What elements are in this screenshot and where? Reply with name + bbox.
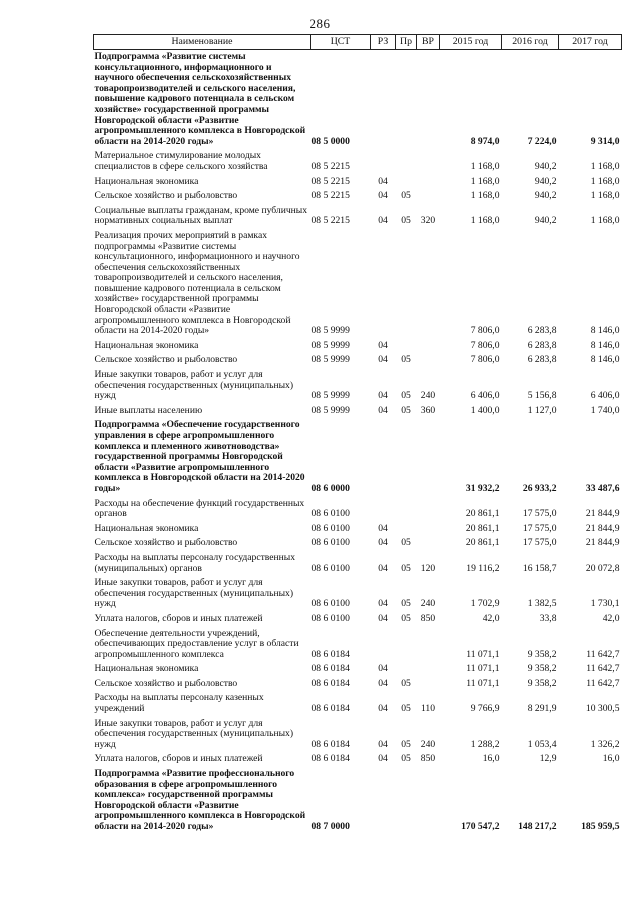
row-pr: 05 [401, 677, 411, 689]
row-2016: 6 283,8 [527, 339, 557, 351]
row-vr [417, 339, 440, 354]
row-2017: 11 642,7 [586, 663, 620, 675]
row-vr [417, 627, 440, 663]
row-vr: 110 [420, 703, 436, 715]
row-vr [417, 536, 440, 551]
row-rz: 04 [378, 738, 388, 750]
row-rz: 04 [378, 663, 388, 675]
row-cst: 08 6 0100 [311, 598, 350, 610]
row-cst: 08 6 0184 [311, 703, 350, 715]
row-pr: 05 [401, 537, 411, 549]
row-rz: 04 [378, 190, 388, 202]
row-vr [417, 175, 440, 190]
row-pr: 05 [401, 190, 411, 202]
row-pr: 05 [401, 390, 411, 402]
table-row [94, 717, 622, 753]
row-2015: 1 168,0 [470, 190, 500, 202]
row-cst: 08 6 0100 [311, 612, 350, 624]
row-2016: 1 127,0 [527, 404, 557, 416]
row-2015: 1 168,0 [470, 215, 500, 227]
row-cst: 08 5 2215 [311, 190, 350, 202]
table-row [94, 149, 622, 174]
row-vr: 320 [420, 215, 436, 227]
row-pr: 05 [401, 215, 411, 227]
row-name: Подпрограмма «Развитие профессионального образования в сфере агропромышленного комплекса» государственной программы Новгородской области «Развитие агропромышленного комплекса в Новгородской области на 2014-2020 годы» [94, 768, 306, 832]
table-header [94, 35, 622, 50]
row-rz: 04 [378, 390, 388, 402]
row-vr: 850 [420, 612, 436, 624]
row-rz [371, 497, 396, 522]
row-2017: 1 740,0 [590, 404, 620, 416]
row-pr [396, 339, 417, 354]
row-2017: 1 168,0 [590, 175, 620, 187]
row-pr: 05 [401, 562, 411, 574]
row-pr [396, 175, 417, 190]
row-cst: 08 7 0000 [311, 821, 350, 832]
row-rz: 04 [378, 598, 388, 610]
row-2015: 8 974,0 [470, 135, 500, 147]
row-name: Иные выплаты населению [94, 404, 203, 416]
table-row [94, 175, 622, 190]
row-2016: 26 933,2 [522, 482, 557, 494]
row-2017: 21 844,9 [585, 508, 620, 520]
row-2015: 1 288,2 [470, 738, 500, 750]
row-rz: 04 [378, 522, 388, 534]
row-cst: 08 5 2215 [311, 175, 350, 187]
row-rz: 04 [378, 677, 388, 689]
row-pr [396, 50, 417, 150]
header-cst: ЦСТ [311, 35, 371, 50]
row-name: Обеспечение деятельности учреждений, обеспечивающих предоставление услуг в области агропромышленного комплекса [94, 627, 299, 660]
row-2017: 11 642,7 [586, 648, 620, 660]
row-cst: 08 6 0184 [311, 677, 350, 689]
row-cst: 08 6 0184 [311, 753, 350, 765]
row-cst: 08 6 0100 [311, 508, 350, 520]
row-pr [396, 418, 417, 496]
row-rz [371, 229, 396, 339]
row-name: Социальные выплаты гражданам, кроме публичных нормативных социальных выплат [94, 204, 308, 227]
row-rz: 04 [378, 354, 388, 366]
row-2015: 1 168,0 [470, 160, 500, 172]
row-name: Подпрограмма «Обеспечение государственного управления в сфере агропромышленного комплекса и племенного животноводства» государственной программы Новгородской области «Развитие агропромышленного комплекса в Новгородской области на 2014-2020 годы» [94, 419, 305, 494]
row-2015: 20 861,1 [465, 537, 500, 549]
row-name: Сельское хозяйство и рыболовство [94, 354, 238, 366]
row-2015: 170 547,2 [461, 821, 500, 832]
row-pr: 05 [401, 703, 411, 715]
row-vr [417, 189, 440, 204]
row-cst: 08 5 2215 [311, 160, 350, 172]
header-pr: Пр [396, 35, 417, 50]
row-cst: 08 5 9999 [311, 390, 350, 402]
table-row [94, 677, 622, 692]
row-2017: 16,0 [602, 753, 620, 765]
row-2017: 8 146,0 [590, 339, 620, 351]
header-name: Наименование [94, 35, 311, 50]
row-2017: 1 730,1 [590, 598, 620, 610]
row-2015: 11 071,1 [466, 663, 500, 675]
row-cst: 08 6 0100 [311, 522, 350, 534]
row-cst: 08 5 0000 [311, 135, 350, 147]
table-row [94, 339, 622, 354]
row-2015: 19 116,2 [466, 562, 500, 574]
row-2016: 17 575,0 [522, 522, 557, 534]
row-vr [417, 767, 440, 835]
table-row [94, 368, 622, 404]
row-vr: 360 [420, 404, 436, 416]
row-name: Подпрограмма «Развитие системы консультационного, информационного и научного обеспечения сельскохозяйственных товаропроизводителей и сельского населения, повышение кадрового потенциала в сельском хозяйстве» государственной программы Новгородской области «Развитие агропромышленного комплекса в Новгородской области на 2014-2020 годы» [94, 51, 306, 147]
row-pr: 05 [401, 738, 411, 750]
header-2016: 2016 год [502, 35, 559, 50]
row-2017: 185 959,5 [581, 821, 620, 832]
row-2016: 17 575,0 [522, 508, 557, 520]
subprogram-row [94, 767, 622, 835]
header-2015: 2015 год [440, 35, 502, 50]
row-name: Иные закупки товаров, работ и услуг для обеспечения государственных (муниципальных) нужд [94, 717, 294, 750]
row-vr [417, 229, 440, 339]
row-vr [417, 50, 440, 150]
row-cst: 08 6 0184 [311, 648, 350, 660]
subprogram-row [94, 418, 622, 496]
row-pr [396, 522, 417, 537]
row-2017: 42,0 [602, 612, 620, 624]
row-cst: 08 6 0100 [311, 562, 350, 574]
row-pr [396, 627, 417, 663]
row-cst: 08 6 0000 [311, 482, 350, 494]
row-2015: 9 766,9 [470, 703, 500, 715]
table-row [94, 522, 622, 537]
row-2016: 9 358,2 [527, 648, 557, 660]
table-row [94, 627, 622, 663]
table-row [94, 612, 622, 627]
header-vr: ВР [417, 35, 440, 50]
row-2015: 20 861,1 [465, 522, 500, 534]
row-name: Уплата налогов, сборов и иных платежей [94, 612, 263, 624]
row-vr [417, 353, 440, 368]
table-row [94, 662, 622, 677]
row-vr: 240 [420, 390, 436, 402]
row-2015: 16,0 [482, 753, 500, 765]
row-rz [371, 50, 396, 150]
row-name: Материальное стимулирование молодых специалистов в сфере сельского хозяйства [94, 150, 268, 172]
row-vr [417, 497, 440, 522]
table-row [94, 576, 622, 612]
row-2016: 8 291,9 [527, 703, 557, 715]
row-2016: 6 283,8 [527, 325, 557, 337]
row-vr: 240 [420, 738, 436, 750]
row-2017: 1 168,0 [590, 160, 620, 172]
row-rz: 04 [378, 612, 388, 624]
table-row [94, 551, 622, 576]
row-pr [396, 662, 417, 677]
table-row [94, 189, 622, 204]
row-2015: 1 168,0 [470, 175, 500, 187]
row-2015: 11 071,1 [466, 648, 500, 660]
row-rz: 04 [378, 404, 388, 416]
row-rz: 04 [378, 703, 388, 715]
row-pr [396, 149, 417, 174]
row-2015: 20 861,1 [465, 508, 500, 520]
budget-table [93, 34, 622, 835]
row-2016: 940,2 [534, 190, 557, 202]
row-vr: 120 [420, 562, 436, 574]
row-vr [417, 418, 440, 496]
row-cst: 08 5 2215 [311, 215, 350, 227]
row-2016: 940,2 [534, 160, 557, 172]
row-cst: 08 5 9999 [311, 404, 350, 416]
table-row [94, 204, 622, 229]
row-2017: 33 487,6 [585, 482, 620, 494]
row-name: Национальная экономика [94, 522, 199, 534]
header-rz: РЗ [371, 35, 396, 50]
table-row [94, 536, 622, 551]
row-name: Сельское хозяйство и рыболовство [94, 190, 238, 202]
row-name: Сельское хозяйство и рыболовство [94, 677, 238, 689]
row-name: Национальная экономика [94, 175, 199, 187]
table-row [94, 229, 622, 339]
row-rz [371, 767, 396, 835]
row-2017: 1 168,0 [590, 215, 620, 227]
row-2016: 1 053,4 [527, 738, 557, 750]
row-2017: 1 168,0 [590, 190, 620, 202]
row-vr [417, 677, 440, 692]
row-2016: 6 283,8 [527, 354, 557, 366]
row-2016: 1 382,5 [527, 598, 557, 610]
subprogram-row [94, 50, 622, 150]
row-rz [371, 418, 396, 496]
row-2015: 1 702,9 [470, 598, 500, 610]
row-cst: 08 6 0184 [311, 663, 350, 675]
row-rz: 04 [378, 753, 388, 765]
row-vr [417, 522, 440, 537]
row-2015: 11 071,1 [466, 677, 500, 689]
row-pr [396, 497, 417, 522]
row-cst: 08 6 0184 [311, 738, 350, 750]
row-name: Уплата налогов, сборов и иных платежей [94, 753, 263, 765]
row-2015: 1 400,0 [470, 404, 500, 416]
table-row [94, 752, 622, 767]
row-vr: 850 [420, 753, 436, 765]
header-2017: 2017 год [559, 35, 622, 50]
table-row [94, 353, 622, 368]
row-name: Расходы на выплаты персоналу казенных учреждений [94, 692, 264, 715]
row-2017: 9 314,0 [590, 135, 620, 147]
row-2015: 6 406,0 [470, 390, 500, 402]
row-rz [371, 149, 396, 174]
row-2016: 9 358,2 [527, 677, 557, 689]
row-2017: 8 146,0 [590, 354, 620, 366]
row-2016: 940,2 [534, 215, 557, 227]
row-name: Реализация прочих мероприятий в рамках подпрограммы «Развитие системы консультационного, информационного и научного обеспечения сельскохозяйственных товаропроизводителей и сельского населения, повышение кадрового потенциала в сельском хозяйстве» государственной программы Новгородской области «Развитие агропромышленного комплекса в Новгородской области на 2014-2020 годы» [94, 229, 300, 337]
row-2016: 17 575,0 [522, 537, 557, 549]
row-vr [417, 149, 440, 174]
table-row [94, 404, 622, 419]
row-pr: 05 [401, 612, 411, 624]
row-cst: 08 6 0100 [311, 537, 350, 549]
row-2017: 10 300,5 [585, 703, 620, 715]
table-row [94, 497, 622, 522]
row-rz: 04 [378, 562, 388, 574]
row-rz: 04 [378, 537, 388, 549]
row-pr: 05 [401, 404, 411, 416]
row-2016: 33,8 [539, 612, 557, 624]
row-2017: 6 406,0 [590, 390, 620, 402]
row-pr [396, 229, 417, 339]
row-cst: 08 5 9999 [311, 354, 350, 366]
table-row [94, 691, 622, 716]
row-rz: 04 [378, 175, 388, 187]
row-vr: 240 [420, 598, 436, 610]
row-2016: 940,2 [534, 175, 557, 187]
row-name: Национальная экономика [94, 663, 199, 675]
row-pr [396, 767, 417, 835]
row-2015: 31 932,2 [465, 482, 500, 494]
row-2015: 7 806,0 [470, 339, 500, 351]
row-cst: 08 5 9999 [311, 325, 350, 337]
row-name: Расходы на обеспечение функций государственных органов [94, 497, 305, 520]
row-pr: 05 [401, 598, 411, 610]
row-2017: 20 072,8 [585, 562, 620, 574]
row-2017: 21 844,9 [585, 522, 620, 534]
row-2016: 12,9 [539, 753, 557, 765]
row-name: Иные закупки товаров, работ и услуг для обеспечения государственных (муниципальных) нужд [94, 369, 294, 402]
row-2016: 7 224,0 [527, 135, 557, 147]
row-2016: 16 158,7 [522, 562, 557, 574]
row-2015: 7 806,0 [470, 325, 500, 337]
table-body [94, 50, 622, 835]
row-name: Иные закупки товаров, работ и услуг для обеспечения государственных (муниципальных) нужд [94, 577, 294, 610]
row-name: Расходы на выплаты персоналу государственных (муниципальных) органов [94, 551, 296, 574]
row-name: Сельское хозяйство и рыболовство [94, 537, 238, 549]
row-2017: 8 146,0 [590, 325, 620, 337]
row-pr: 05 [401, 753, 411, 765]
row-2016: 148 217,2 [518, 821, 557, 832]
row-name: Национальная экономика [94, 339, 199, 351]
row-rz: 04 [378, 215, 388, 227]
row-2015: 42,0 [482, 612, 500, 624]
row-2016: 5 156,8 [527, 390, 557, 402]
row-2015: 7 806,0 [470, 354, 500, 366]
row-cst: 08 5 9999 [311, 339, 350, 351]
page-number: 286 [309, 16, 331, 31]
row-2016: 9 358,2 [527, 663, 557, 675]
row-pr: 05 [401, 354, 411, 366]
row-vr [417, 662, 440, 677]
row-rz [371, 627, 396, 663]
row-rz: 04 [378, 339, 388, 351]
row-2017: 21 844,9 [585, 537, 620, 549]
row-2017: 11 642,7 [586, 677, 620, 689]
row-2017: 1 326,2 [590, 738, 620, 750]
